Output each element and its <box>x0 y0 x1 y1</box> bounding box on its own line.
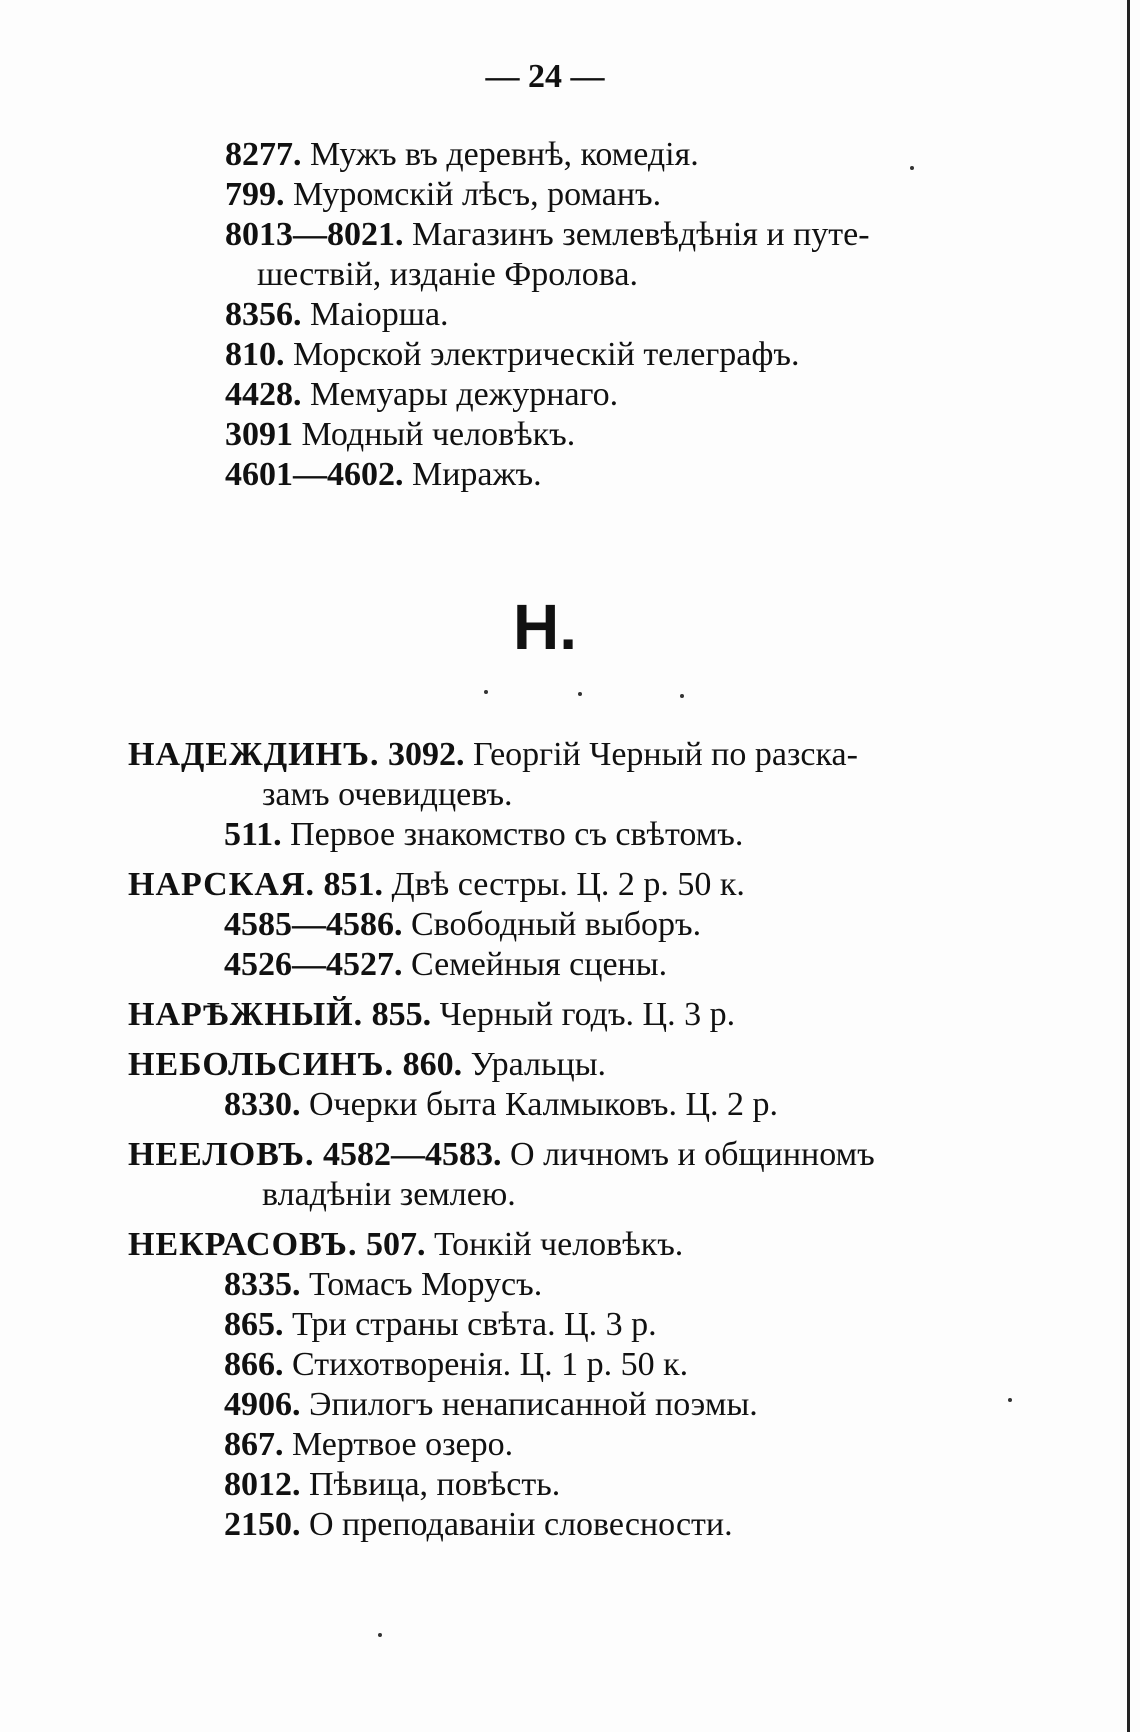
author-entry <box>128 1225 683 1265</box>
page-number: — 24 — <box>485 58 605 95</box>
catalog-entry <box>224 815 743 855</box>
entry-title: Первое знакомство съ свѣтомъ. <box>290 816 744 853</box>
author-entry <box>128 1045 606 1085</box>
section-heading: Н. <box>513 591 577 663</box>
scan-speck <box>578 692 582 696</box>
author-name: НЕКРАСОВЪ. <box>128 1226 358 1263</box>
author-name: НАДЕЖДИНЪ. <box>128 736 380 773</box>
entry-number: 866. <box>224 1346 284 1383</box>
entry-number: 4585—4586. <box>224 906 403 943</box>
entry-number: 810. <box>225 336 285 373</box>
entry-number: 860. <box>402 1046 463 1083</box>
author-entry <box>128 1135 875 1175</box>
author-name: НЕБОЛЬСИНЪ. <box>128 1046 395 1083</box>
entry-number: 8277. <box>225 136 302 173</box>
catalog-entry <box>224 1465 560 1505</box>
entry-title: Морской электрическій телеграфъ. <box>293 336 800 373</box>
entry-number: 8013—8021. <box>225 216 404 253</box>
entry-number: 3091 <box>225 416 293 453</box>
entry-number: 865. <box>224 1306 284 1343</box>
entry-number: 8012. <box>224 1466 301 1503</box>
catalog-entry <box>224 945 667 985</box>
entry-title: Стихотворенія. Ц. 1 р. 50 к. <box>292 1346 689 1383</box>
entry-number: 507. <box>365 1226 426 1263</box>
entry-number: 855. <box>371 996 432 1033</box>
entry-number: 8330. <box>224 1086 301 1123</box>
entry-number: 8356. <box>225 296 302 333</box>
entry-number: 867. <box>224 1426 284 1463</box>
catalog-entry <box>225 335 799 375</box>
entry-title: шествій, изданіе Фролова. <box>257 256 638 293</box>
catalog-entry <box>224 1385 758 1425</box>
catalog-entry <box>224 1345 688 1385</box>
entry-number: 4906. <box>224 1386 301 1423</box>
entry-number: 4526—4527. <box>224 946 403 983</box>
author-name: НЕЕЛОВЪ. <box>128 1136 315 1173</box>
catalog-entry <box>225 135 699 175</box>
entry-title: Магазинъ землевѣдѣнія и путе- <box>412 216 870 253</box>
entry-title: Мертвое озеро. <box>292 1426 514 1463</box>
catalog-entry <box>224 1425 513 1465</box>
entry-number: 4601—4602. <box>225 456 404 493</box>
entry-title: Мемуары дежурнаго. <box>310 376 619 413</box>
catalog-entry <box>224 1505 733 1545</box>
entry-title: Тонкій человѣкъ. <box>433 1226 684 1263</box>
entry-title: Эпилогъ ненаписанной поэмы. <box>309 1386 758 1423</box>
entry-title: замъ очевидцевъ. <box>262 776 513 813</box>
entry-number: 799. <box>225 176 285 213</box>
entry-title: Уральцы. <box>470 1046 607 1083</box>
entry-title: О преподаваніи словесности. <box>309 1506 733 1543</box>
catalog-entry <box>225 295 449 335</box>
scan-speck <box>680 694 684 698</box>
catalog-entry <box>224 1265 542 1305</box>
entry-title: Мужъ въ деревнѣ, комедія. <box>310 136 699 173</box>
catalog-entry <box>224 905 701 945</box>
author-entry <box>128 995 735 1035</box>
catalog-entry <box>224 1085 778 1125</box>
scan-speck <box>484 690 488 694</box>
entry-title: Семейныя сцены. <box>411 946 668 983</box>
entry-number: 8335. <box>224 1266 301 1303</box>
entry-title: Муромскій лѣсъ, романъ. <box>293 176 662 213</box>
entry-number: 2150. <box>224 1506 301 1543</box>
entry-title: Три страны свѣта. Ц. 3 р. <box>292 1306 657 1343</box>
scan-speck <box>1008 1398 1012 1402</box>
entry-title: владѣніи землею. <box>262 1176 516 1213</box>
entry-title: Свободный выборъ. <box>411 906 702 943</box>
catalog-entry <box>225 215 870 255</box>
catalog-entry <box>225 415 575 455</box>
catalog-entry <box>224 1305 657 1345</box>
entry-title: Миражъ. <box>412 456 542 493</box>
entry-title: Томасъ Морусъ. <box>309 1266 543 1303</box>
scan-speck <box>910 166 914 170</box>
entry-title: О личномъ и общинномъ <box>510 1136 875 1173</box>
entry-title: Двѣ сестры. Ц. 2 р. 50 к. <box>391 866 745 903</box>
catalog-entry-continuation <box>262 1175 516 1215</box>
catalog-entry <box>225 375 618 415</box>
author-entry <box>128 735 858 775</box>
entry-number: 4582—4583. <box>323 1136 502 1173</box>
entry-title: Модный человѣкъ. <box>301 416 576 453</box>
entry-title: Черный годъ. Ц. 3 р. <box>439 996 736 1033</box>
entry-number: 851. <box>323 866 383 903</box>
author-name: НАРѢЖНЫЙ. <box>128 996 364 1033</box>
catalog-entry <box>225 455 542 495</box>
catalog-entry-continuation <box>262 775 513 815</box>
author-name: НАРСКАЯ. <box>128 866 315 903</box>
entry-title: Пѣвица, повѣсть. <box>309 1466 561 1503</box>
entry-number: 3092. <box>388 736 465 773</box>
scan-speck <box>378 1633 382 1637</box>
entry-title: Маіорша. <box>310 296 449 333</box>
entry-title: Георгій Черный по разска- <box>473 736 858 773</box>
author-entry <box>128 865 745 905</box>
entry-title: Очерки быта Калмыковъ. Ц. 2 р. <box>309 1086 779 1123</box>
entry-number: 511. <box>224 816 282 853</box>
catalog-entry-continuation <box>257 255 638 295</box>
entry-number: 4428. <box>225 376 302 413</box>
page-edge-line <box>1127 0 1130 1732</box>
catalog-entry <box>225 175 661 215</box>
